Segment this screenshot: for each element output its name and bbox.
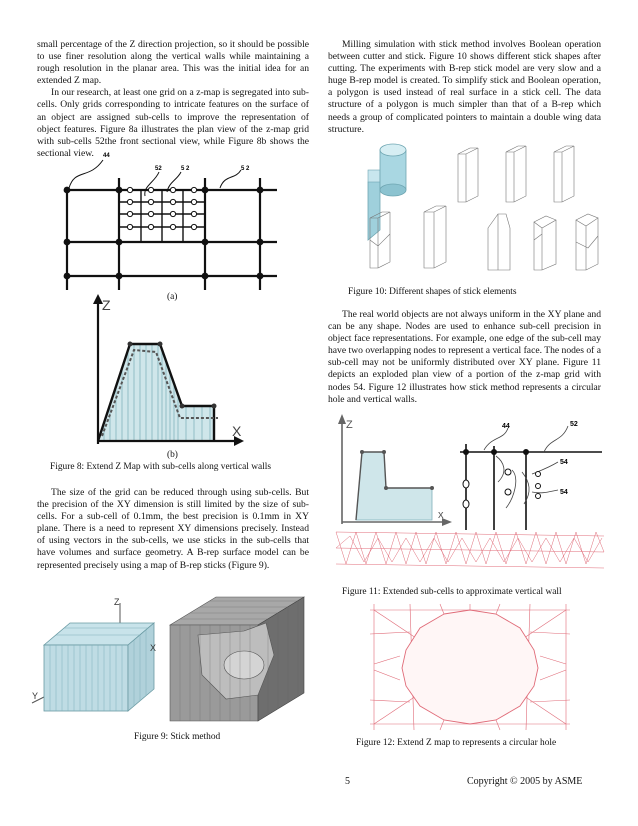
- left-column-top: [37, 39, 309, 160]
- axis-y-label: Y: [32, 691, 39, 701]
- figure9-stick-blocks: [30, 595, 320, 725]
- figure9-caption: Figure 9: Stick method: [134, 732, 221, 742]
- figure12-circular-hole-mesh: [370, 604, 570, 730]
- label-44: 44: [502, 423, 510, 430]
- copyright-notice: Copyright © 2005 by ASME: [467, 776, 583, 787]
- page-number: 5: [345, 776, 350, 787]
- paragraph: The size of the grid can be reduced through using sub-cells. But the precision of the XY dimension is still limited by the size of sub-cells. For a sub-cell of 0.1mm, the best precision is 0.1mm in XY plane. There is a need to represent XY dimensions precisely. Instead of using vectors in the sub-cells, we use sticks in the sub-cells that have volumes and surface geometry. A B-rep surface model can be represented precisely using a map of B-rep sticks (Figure 9).: [37, 487, 309, 571]
- figure12-caption: Figure 12: Extend Z map to represents a circular hole: [356, 738, 557, 748]
- axis-x-label: x: [438, 509, 444, 521]
- label-44: 44: [103, 153, 110, 159]
- figure10-stick-shapes: [366, 130, 606, 280]
- axis-z-label: Z: [102, 297, 111, 313]
- figure11-caption: Figure 11: Extended sub-cells to approximate vertical wall: [342, 587, 562, 597]
- label-54: 54: [560, 459, 568, 466]
- axis-z-label: Z: [114, 597, 120, 607]
- paragraph: small percentage of the Z direction projection, so it should be possible to use finer resolution along the vertical walls while maintaining a rough resolution in the planar area. This was the initial idea for an extended Z map.: [37, 39, 309, 87]
- label-52: 5 2: [181, 166, 190, 172]
- right-column-middle: [328, 309, 601, 406]
- label-54: 54: [560, 489, 568, 496]
- label-52: 52: [570, 421, 578, 428]
- right-column-top: [328, 39, 601, 136]
- figure11-subcell-diagram: [336, 412, 604, 582]
- label-52: 52: [155, 166, 162, 172]
- paragraph: The real world objects are not always uniform in the XY plane and can be any shape. Nodes are used to enhance sub-cell precision in object face representations. For example, one edge of the sub-cell may have two overlapping nodes to represent a vertical face. The nodes of a sub-cell may not be uniformly distributed over XY plane. Figure 11 depicts an exploded plan view of a portion of the z-map grid with nodes 54. Figure 12 illustrates how stick method represents a circular hole and vertical walls.: [328, 309, 601, 405]
- paragraph: In our research, at least one grid on a z-map is segregated into sub-cells. Only grids corresponding to intricate features on the surface of an object are assigned sub-cells to improve the representation of object features. Figure 8a illustrates the plan view of the z-map grid with sub-cells 52the front sectional view, while Figure 8b shows the sectional view.: [37, 87, 309, 159]
- axis-z-label: Z: [346, 419, 353, 431]
- figure8-caption: Figure 8: Extend Z Map with sub-cells along vertical walls: [50, 462, 272, 472]
- figure8b-section-chart: [90, 296, 270, 448]
- axis-x-label: X: [150, 643, 157, 653]
- figure8a-sublabel: (a): [167, 292, 178, 302]
- figure8b-sublabel: (b): [167, 450, 178, 460]
- figure8a-grid-diagram: [55, 150, 295, 300]
- paragraph: Milling simulation with stick method involves Boolean operation between cutter and stick. Figure 10 shows different stick shapes after cutting. The experiments with B-rep stick model are very slow and a huge B-rep model is created. To simplify stick and Boolean operation, a polygon is used instead of real surface in a stick cell. The data structure of a polygon is much simpler than that of a B-rep which needs a group of complicated pointers to maintain a double wing data structure.: [328, 39, 601, 135]
- axis-x-label: X: [232, 423, 242, 439]
- left-column-bottom: [37, 487, 309, 572]
- label-52: 5 2: [241, 166, 250, 172]
- figure10-caption: Figure 10: Different shapes of stick elements: [348, 287, 517, 297]
